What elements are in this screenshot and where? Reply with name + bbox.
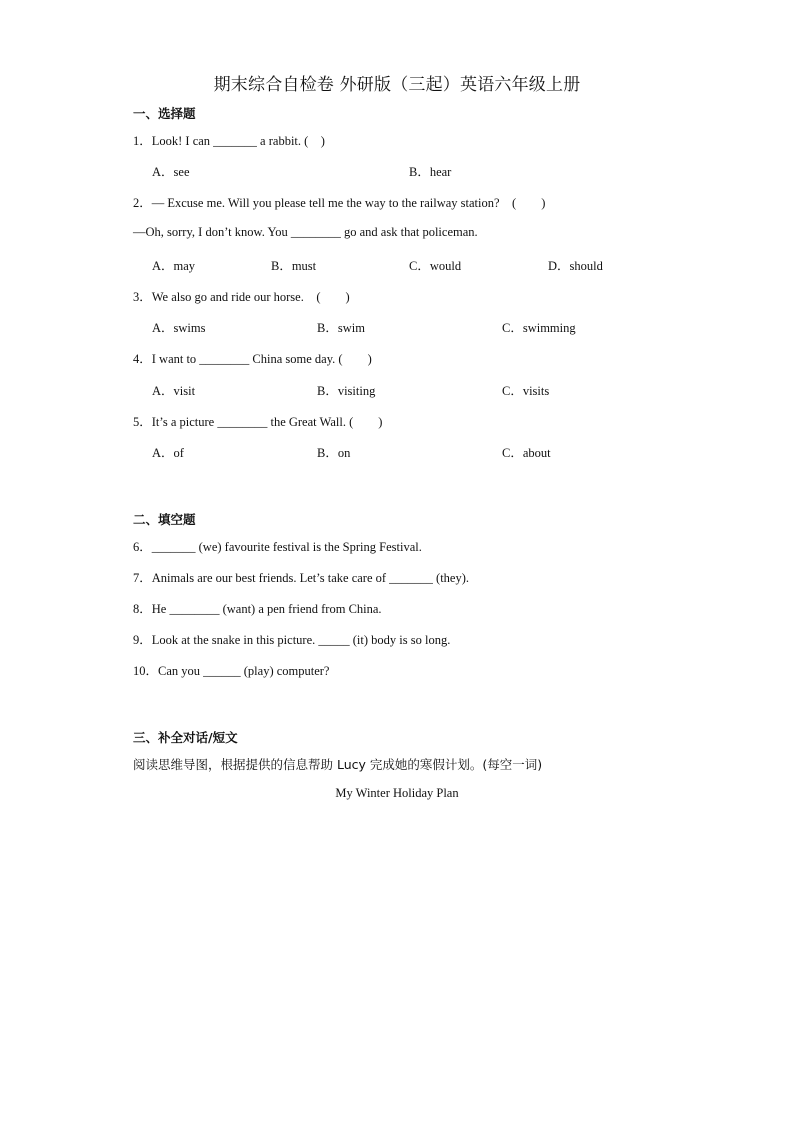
q1-option-b: B．hear xyxy=(409,165,452,179)
q3-option-b: B．swim xyxy=(317,321,365,335)
q2-option-a: A．may xyxy=(152,259,196,273)
question-2-line2: —Oh, sorry, I don’t know. You ________ go and ask that policeman. xyxy=(133,225,478,239)
q4-option-a: A．visit xyxy=(152,384,196,398)
section-heading-dialogue: 三、补全对话/短文 xyxy=(133,730,238,745)
q5-option-c: C．about xyxy=(502,446,551,460)
section-heading-choice: 一、选择题 xyxy=(133,106,196,121)
page-title: 期末综合自检卷 外研版（三起）英语六年级上册 xyxy=(213,75,581,95)
q4-option-c: C．visits xyxy=(502,384,550,398)
section3-subtitle: My Winter Holiday Plan xyxy=(335,786,459,800)
question-1: 1．Look! I can _______ a rabbit. ( ) xyxy=(133,134,325,148)
question-8: 8．He ________ (want) a pen friend from China. xyxy=(133,602,382,616)
q5-option-a: A．of xyxy=(152,446,184,460)
question-6: 6．_______ (we) favourite festival is the Spring Festival. xyxy=(133,540,422,554)
q2-option-d: D．should xyxy=(548,259,603,273)
q3-option-a: A．swims xyxy=(152,321,206,335)
q2-option-b: B．must xyxy=(271,259,317,273)
question-9: 9．Look at the snake in this picture. _____ (it) body is so long. xyxy=(133,633,451,647)
question-7: 7．Animals are our best friends. Let’s take care of _______ (they). xyxy=(133,571,470,585)
question-5: 5．It’s a picture ________ the Great Wall. ( ) xyxy=(133,415,383,429)
q1-option-a: A．see xyxy=(152,165,190,179)
q2-option-c: C．would xyxy=(409,259,462,273)
question-2: 2．— Excuse me. Will you please tell me the way to the railway station? ( ) xyxy=(133,196,546,210)
q3-option-c: C．swimming xyxy=(502,321,576,335)
section-heading-fill: 二、填空题 xyxy=(133,512,196,527)
q5-option-b: B．on xyxy=(317,446,351,460)
question-4: 4．I want to ________ China some day. ( ) xyxy=(133,352,372,366)
question-3: 3．We also go and ride our horse. ( ) xyxy=(133,290,350,304)
section3-instruction: 阅读思维导图，根据提供的信息帮助 Lucy 完成她的寒假计划。(每空一词) xyxy=(133,757,543,772)
q4-option-b: B．visiting xyxy=(317,384,376,398)
question-10: 10．Can you ______ (play) computer? xyxy=(133,664,330,678)
